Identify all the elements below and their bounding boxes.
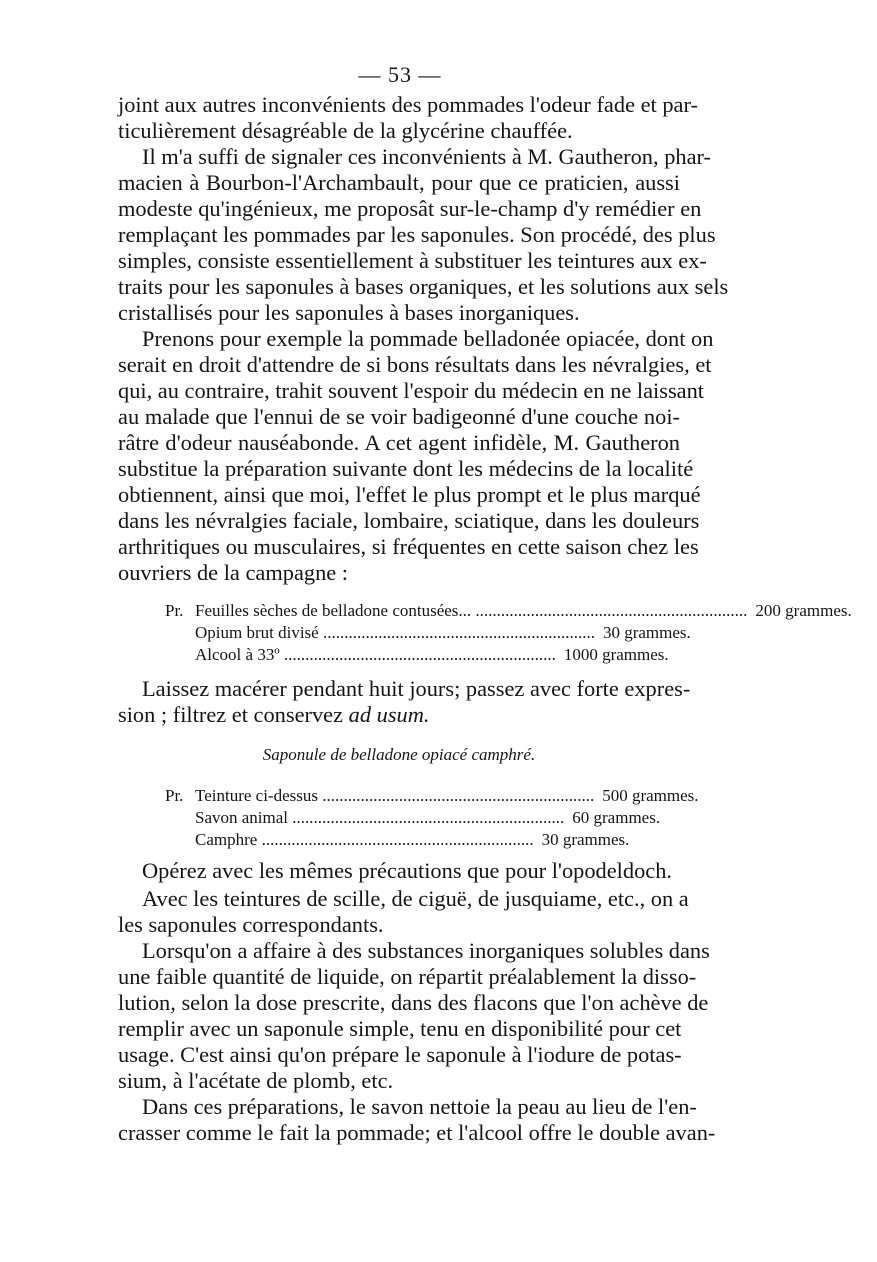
text-line: râtre d'odeur nauséabonde. A cet agent infidèle, M. Gautheron <box>118 430 680 455</box>
page-number: — 53 — <box>358 62 442 87</box>
text-line: Lorsqu'on a affaire à des substances inorganiques solubles dans <box>142 938 710 963</box>
text-line: Dans ces préparations, le savon nettoie la peau au lieu de l'en- <box>142 1094 697 1119</box>
text-line: traits pour les saponules à bases organiques, et les solutions aux sels <box>118 274 729 299</box>
text-line: remplaçant les pommades par les saponules. Son procédé, des plus <box>118 222 716 247</box>
recipe-row <box>165 807 661 829</box>
text-line: Opérez avec les mêmes précautions que pour l'opodeldoch. <box>142 858 673 883</box>
text-line: Avec les teintures de scille, de ciguë, de jusquiame, etc., on a <box>142 886 689 911</box>
recipe-row <box>165 644 669 666</box>
text-line: au malade que l'ennui de se voir badigeonné d'une couche noi- <box>118 404 680 429</box>
text-line: obtiennent, ainsi que moi, l'effet le plus prompt et le plus marqué <box>118 482 701 507</box>
recipe-row <box>165 829 645 851</box>
text-line: Laissez macérer pendant huit jours; passez avec forte expres- <box>142 676 691 701</box>
text-line: remplir avec un saponule simple, tenu en disponibilité pour cet <box>118 1016 682 1041</box>
paragraph-1 <box>118 92 698 144</box>
text-line: arthritiques ou musculaires, si fréquentes en cette saison chez les <box>118 534 699 559</box>
paragraph-4 <box>118 676 691 728</box>
ingredient-name: Alcool à 33º ..... <box>195 644 556 666</box>
text-line: joint aux autres inconvénients des pommades l'odeur fade et par- <box>118 92 698 117</box>
ingredient-quantity: 500 grammes. <box>602 786 699 805</box>
paragraph-3 <box>118 326 714 586</box>
ingredient-quantity: 30 grammes. <box>602 623 691 642</box>
paragraph-2 <box>118 144 729 326</box>
text-line: ticulièrement désagréable de la glycérine chauffée. <box>118 118 573 143</box>
recipe-1 <box>165 600 852 666</box>
ingredient-quantity: 200 grammes. <box>755 601 852 620</box>
text-line: qui, au contraire, trahit souvent l'espoir du médecin en ne laissant <box>118 378 705 403</box>
paragraph-8 <box>118 1094 716 1146</box>
paragraph-6 <box>118 886 689 938</box>
recipe-row <box>165 785 699 807</box>
ingredient-name: Savon animal ..... <box>195 807 564 829</box>
text-segment: sion ; filtrez et conservez <box>118 702 349 727</box>
latin-phrase: ad usum. <box>348 702 430 727</box>
text-line: simples, consiste essentiellement à substituer les teintures aux ex- <box>118 248 707 273</box>
ingredient-name: Feuilles sèches de belladone contusées... ..... <box>195 600 747 622</box>
ingredient-name: Teinture ci-dessus ..... <box>195 785 594 807</box>
text-line: usage. C'est ainsi qu'on prépare le saponule à l'iodure de potas- <box>118 1042 682 1067</box>
text-line: substitue la préparation suivante dont les médecins de la localité <box>118 456 694 481</box>
recipe-row <box>165 600 852 622</box>
text-line: sium, à l'acétate de plomb, etc. <box>118 1068 394 1093</box>
text-line: dans les névralgies faciale, lombaire, sciatique, dans les douleurs <box>118 508 700 533</box>
ingredient-quantity: 30 grammes. <box>541 830 630 849</box>
recipe-2 <box>165 785 699 851</box>
text-line <box>118 702 680 728</box>
text-line: lution, selon la dose prescrite, dans des flacons que l'on achève de <box>118 990 709 1015</box>
recipe-prefix: Pr. <box>165 601 184 620</box>
recipe-row <box>165 622 691 644</box>
text-line: serait en droit d'attendre de si bons résultats dans les névralgies, et <box>118 352 712 377</box>
text-line: une faible quantité de liquide, on répartit préalablement la disso- <box>118 964 697 989</box>
text-line: modeste qu'ingénieux, me proposât sur-le-champ d'y remédier en <box>118 196 702 221</box>
ingredient-quantity: 1000 grammes. <box>563 645 669 664</box>
paragraph-7 <box>118 938 710 1094</box>
text-line: Il m'a suffi de signaler ces inconvénients à M. Gautheron, phar- <box>142 144 711 169</box>
ingredient-name: Camphre ..... <box>195 829 534 851</box>
text-line: macien à Bourbon-l'Archambault, pour que ce praticien, aussi <box>118 170 680 195</box>
text-line: les saponules correspondants. <box>118 912 384 937</box>
text-line: Prenons pour exemple la pommade belladonée opiacée, dont on <box>142 326 714 351</box>
section-subtitle: Saponule de belladone opiacé camphré. <box>262 745 536 764</box>
recipe-prefix: Pr. <box>165 786 184 805</box>
paragraph-5 <box>118 858 680 884</box>
ingredient-name: Opium brut divisé ..... <box>195 622 595 644</box>
text-line: cristallisés pour les saponules à bases inorganiques. <box>118 300 580 325</box>
text-line: crasser comme le fait la pommade; et l'alcool offre le double avan- <box>118 1120 716 1145</box>
ingredient-quantity: 60 grammes. <box>572 808 661 827</box>
text-line: ouvriers de la campagne : <box>118 560 349 585</box>
